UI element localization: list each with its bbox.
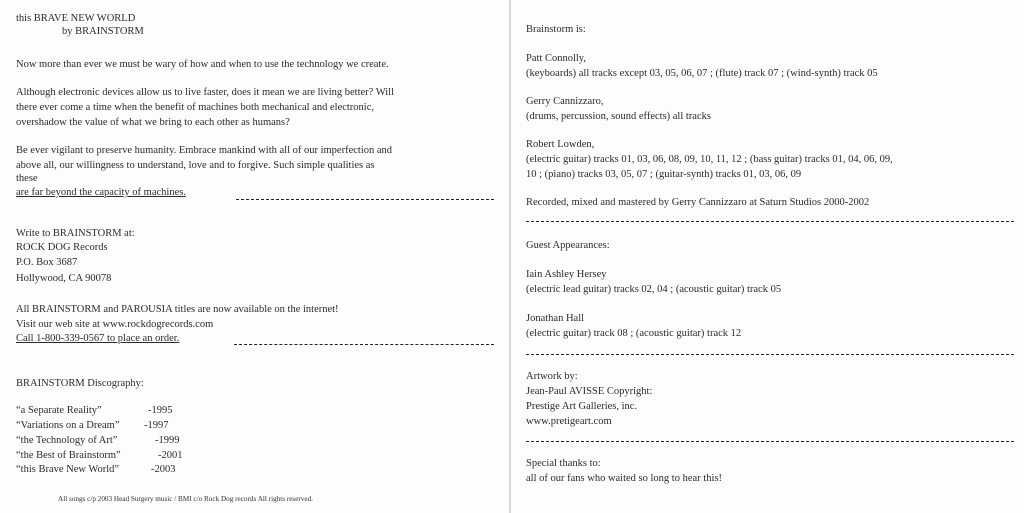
member-role: (keyboards) all tracks except 03, 05, 06, 07 ; (flute) track 07 ; (wind-synth) track 05 [526,68,878,79]
artwork-gallery: Prestige Art Galleries, inc. [526,401,638,412]
vigilant-line-4: are far beyond the capacity of machines. [16,187,186,198]
city-zip: Hollywood, CA 90078 [16,273,112,284]
po-box: P.O. Box 3687 [16,257,78,268]
discography-title: “Variations on a Dream” [16,420,120,431]
section-divider [234,344,494,345]
copyright-footer: All songs c/p 2003 Head Surgery music / BMI c/o Rock Dog records All rights reserved. [58,495,313,503]
intro-paragraph: Now more than ever we must be wary of how and when to use the technology we create. [16,59,389,70]
member-name: Patt Connolly, [526,53,586,64]
label-name: ROCK DOG Records [16,242,108,253]
artwork-artist: Jean-Paul AVISSE Copyright: [526,386,653,397]
member-name: Gerry Cannizzaro, [526,96,604,107]
right-panel [511,0,1024,513]
discography-heading: BRAINSTORM Discography: [16,378,144,389]
discography-title: “the Best of Brainstorm” [16,450,121,461]
member-role: (electric guitar) tracks 01, 03, 06, 08, 09, 10, 11, 12 ; (bass guitar) tracks 01, 04, 06, 09, [526,154,893,165]
contact-heading: Write to BRAINSTORM at: [16,228,135,239]
album-title: this BRAVE NEW WORLD [16,13,136,24]
discography-year: -1995 [148,405,173,416]
vigilant-line-3: these [16,173,38,184]
discography-title: “the Technology of Art” [16,435,118,446]
guest-heading: Guest Appearances: [526,240,610,251]
guest-role: (electric lead guitar) tracks 02, 04 ; (acoustic guitar) track 05 [526,284,782,295]
member-role: (drums, percussion, sound effects) all tracks [526,111,711,122]
guest-name: Jonathan Hall [526,313,585,324]
discography-title: “a Separate Reality” [16,405,102,416]
section-divider [236,199,494,200]
question-line-1: Although electronic devices allow us to live faster, does it mean we are living better? Will [16,87,395,98]
guest-name: Iain Ashley Hersey [526,269,607,280]
vigilant-line-2: above all, our willingness to understand, love and to forgive. Such simple qualities as [16,160,375,171]
section-divider [526,441,1014,442]
left-panel [0,0,509,513]
website-line: Visit our web site at www.rockdogrecords.com [16,319,214,330]
order-phone-line: Call 1-800-339-0567 to place an order. [16,333,180,344]
discography-year: -2001 [158,450,183,461]
vigilant-line-1: Be ever vigilant to preserve humanity. Embrace mankind with all of our imperfection and [16,145,393,156]
section-divider [526,354,1014,355]
lineup-heading: Brainstorm is: [526,24,586,35]
artwork-heading: Artwork by: [526,371,578,382]
member-name: Robert Lowden, [526,139,595,150]
discography-year: -1997 [144,420,169,431]
thanks-heading: Special thanks to: [526,458,601,469]
discography-title: “this Brave New World” [16,464,120,475]
question-line-2: there ever come a time when the benefit of machines both mechanical and electronic, [16,102,375,113]
guest-role: (electric guitar) track 08 ; (acoustic guitar) track 12 [526,328,742,339]
question-line-3: overshadow the value of what we bring to each other as humans? [16,117,290,128]
album-artist: by BRAINSTORM [62,26,144,37]
discography-year: -2003 [151,464,176,475]
discography-year: -1999 [155,435,180,446]
recording-credit: Recorded, mixed and mastered by Gerry Cannizzaro at Saturn Studios 2000-2002 [526,197,870,208]
online-availability: All BRAINSTORM and PAROUSIA titles are now available on the internet! [16,304,339,315]
section-divider [526,221,1014,222]
thanks-text: all of our fans who waited so long to hear this! [526,473,722,484]
artwork-website: www.pretigeart.com [526,416,612,427]
member-role: 10 ; (piano) tracks 03, 05, 07 ; (guitar-synth) tracks 01, 03, 06, 09 [526,169,802,180]
